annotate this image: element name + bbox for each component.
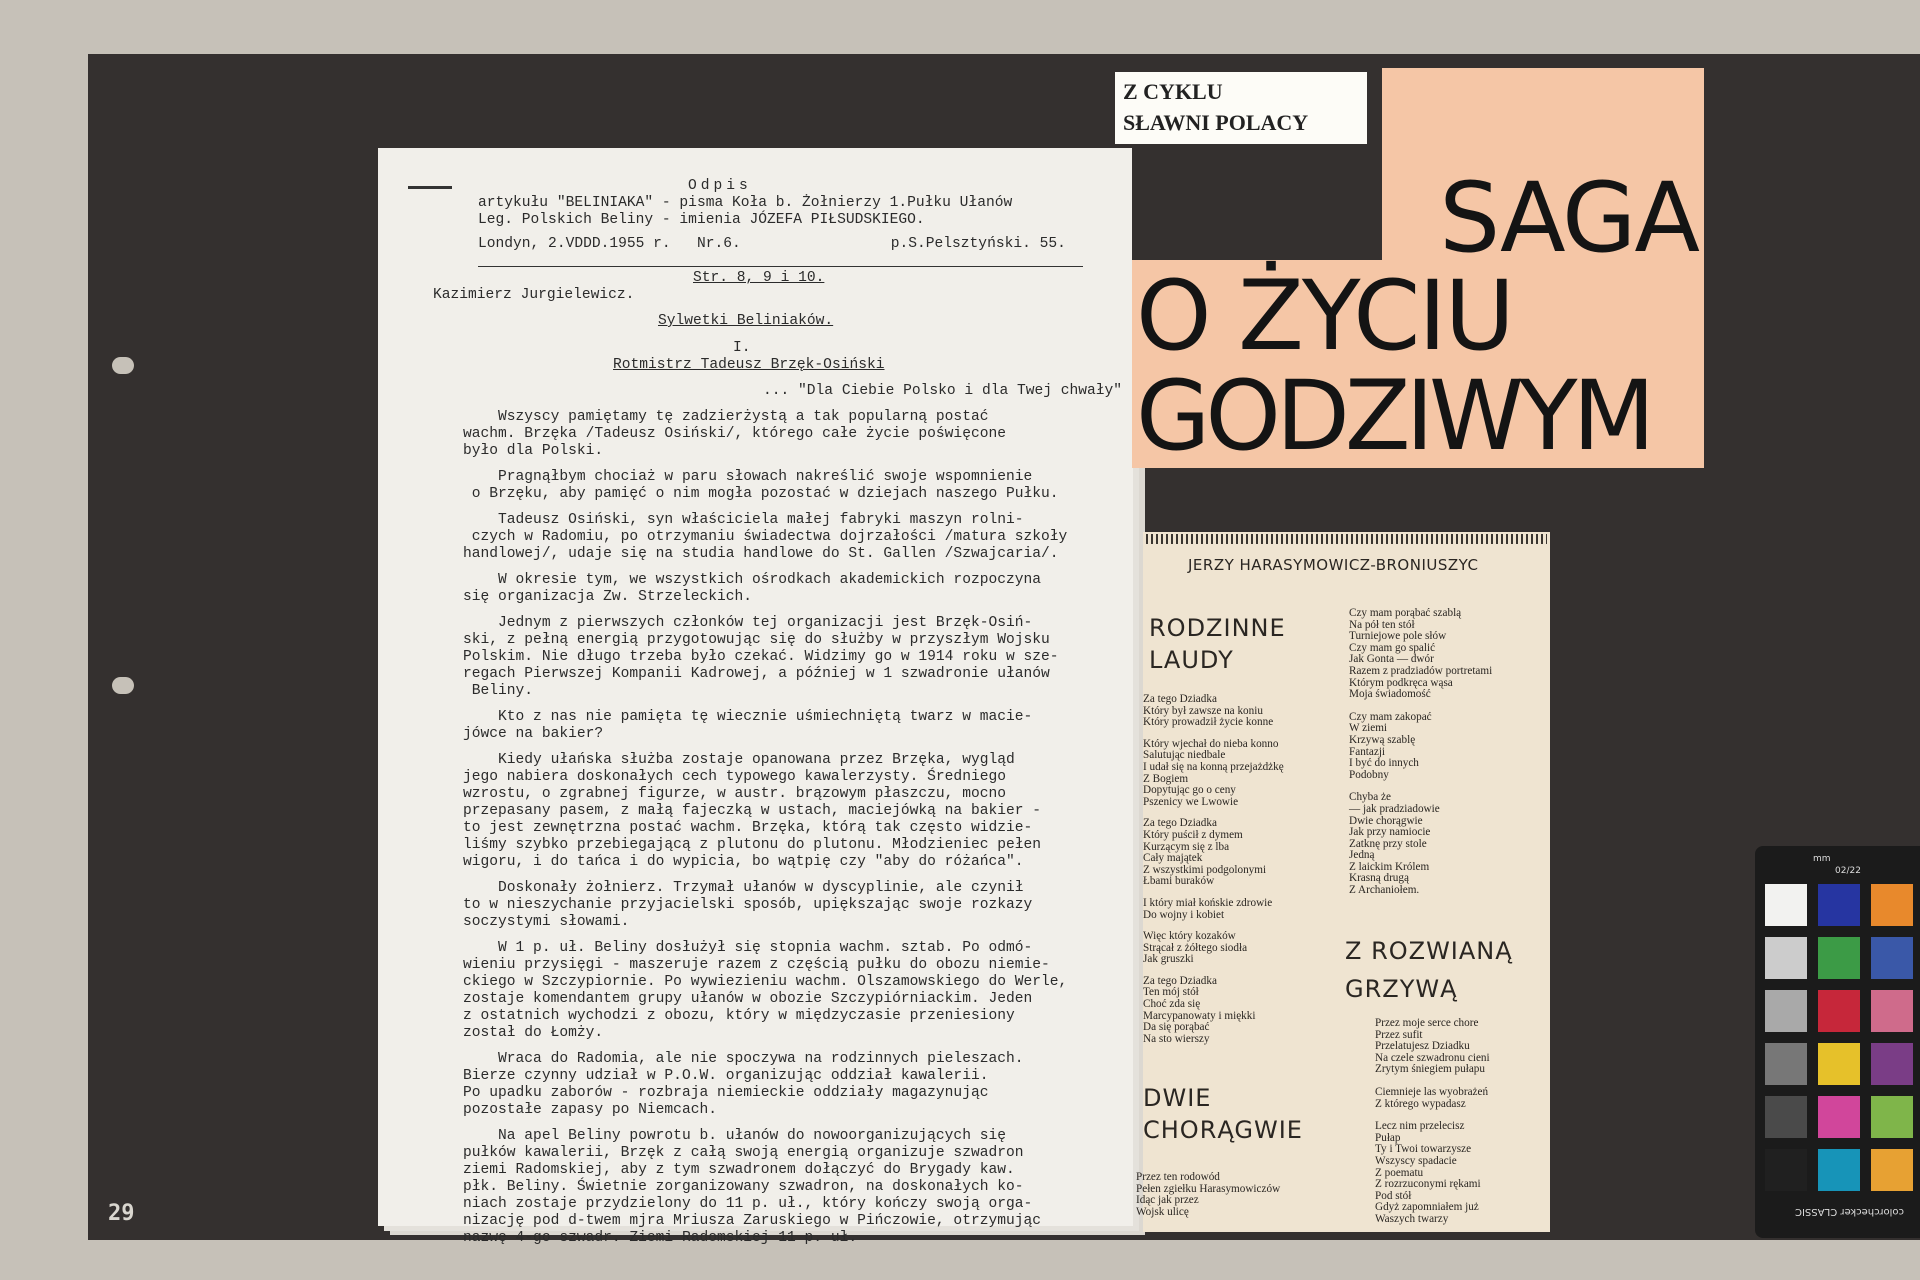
document-body: [433, 270, 1123, 1256]
color-patch: [1818, 1043, 1860, 1085]
poem-line: Wojsk ulicę: [1136, 1205, 1189, 1218]
poem-stanza: [1143, 818, 1284, 888]
poem-line: Jak Gonta — dwór: [1349, 653, 1434, 666]
poem-column-right-bottom: [1375, 1018, 1490, 1237]
colorchecker-card: [1755, 846, 1920, 1238]
poem-line: Moja świadomość: [1349, 688, 1431, 701]
color-patch: [1818, 937, 1860, 979]
article-motto: ... "Dla Ciebie Polsko i dla Twej chwały": [763, 383, 1123, 399]
article-subject: Rotmistrz Tadeusz Brzęk-Osiński: [613, 357, 885, 373]
poem-line: Czy mam porąbać szablą: [1349, 607, 1462, 619]
headline-line: SAGA: [1439, 162, 1698, 274]
poem-title-z-rozwiana-grzywa: [1345, 932, 1513, 1008]
poem-line: Salutując niedbale: [1143, 749, 1226, 762]
poem-title-line: Z ROZWIANĄ: [1345, 937, 1513, 965]
color-patch: [1818, 1149, 1860, 1191]
article-paragraph: Doskonały żołnierz. Trzymał ułanów w dyscyplinie, ale czynił to w nieszychanie przyjacielski sposób, upiększając swoje rozkazy soczystymi słowami.: [463, 880, 1033, 930]
poem-line: Ciemnieje las wyobrażeń: [1375, 1085, 1489, 1098]
poem-line: W ziemi: [1349, 722, 1388, 735]
poem-line: Przez ten rodowód: [1136, 1171, 1220, 1183]
poem-line: Za tego Dziadka: [1143, 974, 1217, 987]
poem-stanza: [1143, 931, 1284, 966]
poem-line: Dopytując go o ceny: [1143, 784, 1236, 797]
poem-stanza: [1143, 739, 1284, 809]
poem-line: Na czele szwadronu cieni: [1375, 1051, 1490, 1064]
poem-line: Czy mam zakopać: [1349, 710, 1432, 723]
poem-title-dwie-choragwie: [1143, 1082, 1303, 1146]
poem-line: Idąc jak przez: [1136, 1194, 1199, 1207]
poem-line: Podobny: [1349, 768, 1389, 781]
color-patch: [1765, 990, 1807, 1032]
poem-line: Choć zda się: [1143, 998, 1201, 1011]
clipping-edge: [1146, 534, 1547, 544]
poem-line: Z Bogiem: [1143, 772, 1189, 785]
poem-title-line: DWIE: [1143, 1084, 1212, 1112]
poem-title-line: RODZINNE: [1149, 614, 1286, 642]
color-patch: [1871, 990, 1913, 1032]
poem-line: Jedną: [1349, 849, 1375, 862]
poem-line: Cały majątek: [1143, 852, 1203, 865]
poem-line: I udał się na konną przejażdżkę: [1143, 760, 1284, 773]
poem-line: Marcypanowaty i miękki: [1143, 1009, 1256, 1022]
poem-line: Za tego Dziadka: [1143, 817, 1217, 830]
poem-line: Pełen zgiełku Harasymowiczów: [1136, 1182, 1281, 1195]
poem-column-right: [1349, 608, 1492, 908]
poem-line: Czy mam go spalić: [1349, 641, 1436, 654]
poem-line: Zatknę przy stole: [1349, 837, 1427, 850]
header-line: artykułu "BELINIAKA" - pisma Koła b. Żołnierzy 1.Pułku Ułanów: [478, 195, 1013, 211]
poem-line: Gdyż zapomniałem już: [1375, 1201, 1479, 1214]
poem-line: Pszenicy we Lwowie: [1143, 795, 1239, 808]
article-paragraph: Wraca do Radomia, ale nie spoczywa na rodzinnych pieleszach. Bierze czynny udział w P.O.W. organizując oddział kawalerii. Po upadku zaborów - rozbraja niemieckie oddziały magazynując pozostałe zapasy po Niemcach.: [463, 1051, 1024, 1118]
typed-document: [378, 148, 1133, 1246]
document-header: [478, 178, 1066, 253]
color-patch: [1871, 1149, 1913, 1191]
poem-author: JERZY HARASYMOWICZ-BRONIUSZYC: [1188, 556, 1479, 574]
page-reference: Str. 8, 9 i 10.: [693, 270, 825, 286]
poem-line: Z Archaniołem.: [1349, 884, 1420, 897]
poem-line: — jak pradziadowie: [1349, 802, 1440, 815]
color-patch: [1818, 1096, 1860, 1138]
color-patch: [1871, 884, 1913, 926]
article-paragraph: W okresie tym, we wszystkich ośrodkach akademickich rozpoczyna się organizacja Zw. Strzeleckich.: [463, 572, 1042, 605]
poem-clipping: [1136, 532, 1550, 1232]
paper-mark: [408, 186, 452, 189]
poem-line: Do wojny i kobiet: [1143, 908, 1225, 921]
article-paragraph: Kto z nas nie pamięta tę wiecznie uśmiechniętą twarz w macie- jówce na bakier?: [463, 709, 1033, 742]
poem-line: Pułap: [1375, 1131, 1401, 1144]
roman-numeral: I.: [733, 340, 751, 356]
color-patch: [1765, 1043, 1807, 1085]
poem-line: Krzywą szablę: [1349, 733, 1416, 746]
binder-hole: [112, 357, 134, 374]
header-date: Londyn, 2.VDDD.1955 r. Nr.6.: [478, 236, 741, 252]
series-line: SŁAWNI POLACY: [1123, 110, 1309, 135]
poem-line: Turniejowe pole słów: [1349, 630, 1447, 643]
poem-line: Fantazji: [1349, 745, 1386, 758]
article-paragraph: Pragnąłbym chociaż w paru słowach nakreślić swoje wspomnienie o Brzęku, aby pamięć o nim mogła pozostać w dziejach naszego Pułku.: [471, 469, 1059, 502]
article-paragraph: Tadeusz Osiński, syn właściciela małej fabryki maszyn rolni- czych w Radomiu, po otrzymaniu świadectwa dojrzałości /matura szkoły handlowej/, udaje się na studia handlowe do St. Gallen /Szwajcaria/.: [463, 512, 1068, 562]
poem-line: Przez sufit: [1375, 1028, 1423, 1041]
poem-line: Razem z pradziadów portretami: [1349, 664, 1493, 677]
poem-line: Na sto wierszy: [1143, 1032, 1210, 1045]
color-patch: [1871, 937, 1913, 979]
poem-line: Który wjechał do nieba konno: [1143, 737, 1279, 750]
article-paragraph: Na apel Beliny powrotu b. ułanów do nowoorganizujących się pułków kawalerii, Brzęk z całą swoją energią organizuje szwadron ziemi Radomskiej, aby z tym szwadronem dołączyć do Brygady kaw. płk. Beliny. Świetnie zorganizowany szwadron, na doskonałych ko- niach zostaje przydzielony do 11 p. uł., który kończy swoją orga- nizację pod d-twem mjra Mriusza Zaruskiego w Pińczowie, otrzymując nazwę 4-go szwadr. Ziemi Radomskiej 11 p. uł.: [463, 1128, 1042, 1246]
poem-line: Waszych twarzy: [1375, 1212, 1449, 1225]
poem-line: Wszyscy spadacie: [1375, 1154, 1457, 1167]
poem-line: Który puścił z dymem: [1143, 828, 1243, 841]
poem-stanza: [1375, 1018, 1490, 1076]
poem-line: Dwie chorągwie: [1349, 814, 1423, 827]
poem-line: Łbami buraków: [1143, 875, 1215, 888]
poem-line: Którym podkręca wąsa: [1349, 676, 1453, 689]
poem-line: Który był zawsze na koniu: [1143, 704, 1263, 717]
poem-line: Ten mój stół: [1143, 986, 1199, 999]
poem-line: Lecz nim przelecisz: [1375, 1120, 1465, 1133]
header-rule: [478, 266, 1083, 267]
color-patch: [1818, 990, 1860, 1032]
poem-line: I który miał końskie zdrowie: [1143, 896, 1273, 909]
poem-title-rodzinne-laudy: [1149, 612, 1286, 676]
poem-line: Jak przy namiocie: [1349, 826, 1431, 839]
poem-line: Jak gruszki: [1143, 953, 1194, 966]
color-patch: [1765, 1149, 1807, 1191]
binder-hole: [112, 677, 134, 694]
poem-title-line: LAUDY: [1149, 646, 1234, 674]
poem-title-line: GRZYWĄ: [1345, 975, 1458, 1003]
poem-line: Kurzącym się z lba: [1143, 840, 1230, 853]
header-odpis: Odpis: [688, 178, 752, 194]
poem-line: Chyba że: [1349, 791, 1391, 804]
headline-line: O ŻYCIU: [1136, 260, 1513, 372]
poem-stanza: [1143, 694, 1284, 729]
poem-stanza: [1349, 712, 1492, 782]
article-paragraph: W 1 p. uł. Beliny dosłużył się stopnia wachm. sztab. Po odmó- wieniu przysięgi - maszeruje razem z częścią pułku do obozu niemie- ckiego w Szczypiornie. Po wywiezieniu wachm. Olszamowskiego do Werle, zostaje komendantem grupy ułanów w obozie Szczypiórniackim. Jeden z ostatnich wychodzi z obozu, który w międzyczasie przeniesiony został do Łomży.: [463, 940, 1068, 1041]
poem-stanza: [1349, 792, 1492, 896]
series-clipping: [1115, 72, 1367, 144]
colorchecker-scale-label: mm: [1813, 854, 1831, 864]
poem-column-left-bottom: [1136, 1172, 1280, 1218]
color-patch: [1765, 884, 1807, 926]
poem-stanza: [1143, 898, 1284, 921]
article-paragraph: Kiedy ułańska służba zostaje opanowana przez Brzęka, wygląd jego nabiera doskonałych cech typowego kawalerzysty. Średniego wzrostu, o zgrabnej figurze, w austr. brązowym płaszczu, mocno przepasany pasem, z małą fajeczką w ustach, maciejówką na bakier - to jest zewnętrzna postać wachm. Brzęka, którą tak często widzie- liśmy szybko przebiegającą z plutonu do plutonu. Młodzieniec pełen wigoru, i do tańca i do wypicia, bo wątpię czy "aby do różańca".: [463, 752, 1042, 870]
poem-line: Za tego Dziadka: [1143, 693, 1217, 705]
header-signature: p.S.Pelsztyński. 55.: [890, 236, 1066, 252]
poem-line: Zrytym śniegiem pułapu: [1375, 1063, 1485, 1076]
color-patch: [1871, 1043, 1913, 1085]
poem-stanza: [1375, 1121, 1490, 1225]
poem-line: Przelatujesz Dziadku: [1375, 1040, 1470, 1053]
poem-line: Pod stół: [1375, 1189, 1412, 1202]
poem-line: Na pół ten stół: [1349, 618, 1415, 631]
colorchecker-code: 02/22: [1835, 866, 1861, 876]
poem-line: Ty i Twoi towarzysze: [1375, 1143, 1472, 1156]
poem-column-left: [1143, 694, 1284, 1055]
poem-line: Strącał z żółtego siodła: [1143, 941, 1248, 954]
page-number: 29: [108, 1201, 135, 1226]
poem-title-line: CHORĄGWIE: [1143, 1116, 1303, 1144]
poem-line: Da się porąbać: [1143, 1021, 1210, 1034]
poem-line: Więc który kozaków: [1143, 930, 1236, 943]
poem-line: Z rozrzuconymi rękami: [1375, 1178, 1481, 1191]
series-title: Sylwetki Beliniaków.: [658, 313, 834, 329]
color-patch: [1765, 1096, 1807, 1138]
article-author: Kazimierz Jurgielewicz.: [433, 287, 635, 303]
poem-line: Z laickim Królem: [1349, 860, 1430, 873]
poem-line: Z którego wypadasz: [1375, 1097, 1466, 1110]
color-patch: [1871, 1096, 1913, 1138]
series-line: Z CYKLU: [1123, 79, 1223, 104]
color-patch: [1818, 884, 1860, 926]
colorchecker-brand: colorchecker CLASSIC: [1795, 1206, 1905, 1217]
poem-line: I być do innych: [1349, 757, 1419, 770]
poem-stanza: [1143, 976, 1284, 1046]
poem-line: Przez moje serce chore: [1375, 1017, 1479, 1029]
poem-stanza: [1375, 1087, 1490, 1110]
header-line: Leg. Polskich Beliny - imienia JÓZEFA PIŁSUDSKIEGO.: [478, 212, 925, 228]
poem-stanza: [1349, 608, 1492, 701]
headline-line: GODZIWYM: [1136, 360, 1651, 472]
poem-line: Krasną drugą: [1349, 872, 1409, 885]
color-patch: [1765, 937, 1807, 979]
article-paragraph: Wszyscy pamiętamy tę zadzierżystą a tak popularną postać wachm. Brzęka /Tadeusz Osiński/, którego całe życie poświęcone było dla Polski.: [463, 409, 1006, 459]
poem-line: Z poematu: [1375, 1166, 1424, 1179]
poem-line: Który prowadził życie konne: [1143, 716, 1274, 729]
poem-line: Z wszystkimi podgolonymi: [1143, 863, 1267, 876]
article-paragraph: Jednym z pierwszych członków tej organizacji jest Brzęk-Osiń- ski, z pełną energią przygotowując się do służby w przyszłym Wojsku Polskim. Nie długo trzeba było czekać. Widzimy go w 1914 roku w sze- regach Pierwszej Kompanii Kadrowej, a później w 1 szwadronie ułanów Beliny.: [463, 615, 1059, 699]
